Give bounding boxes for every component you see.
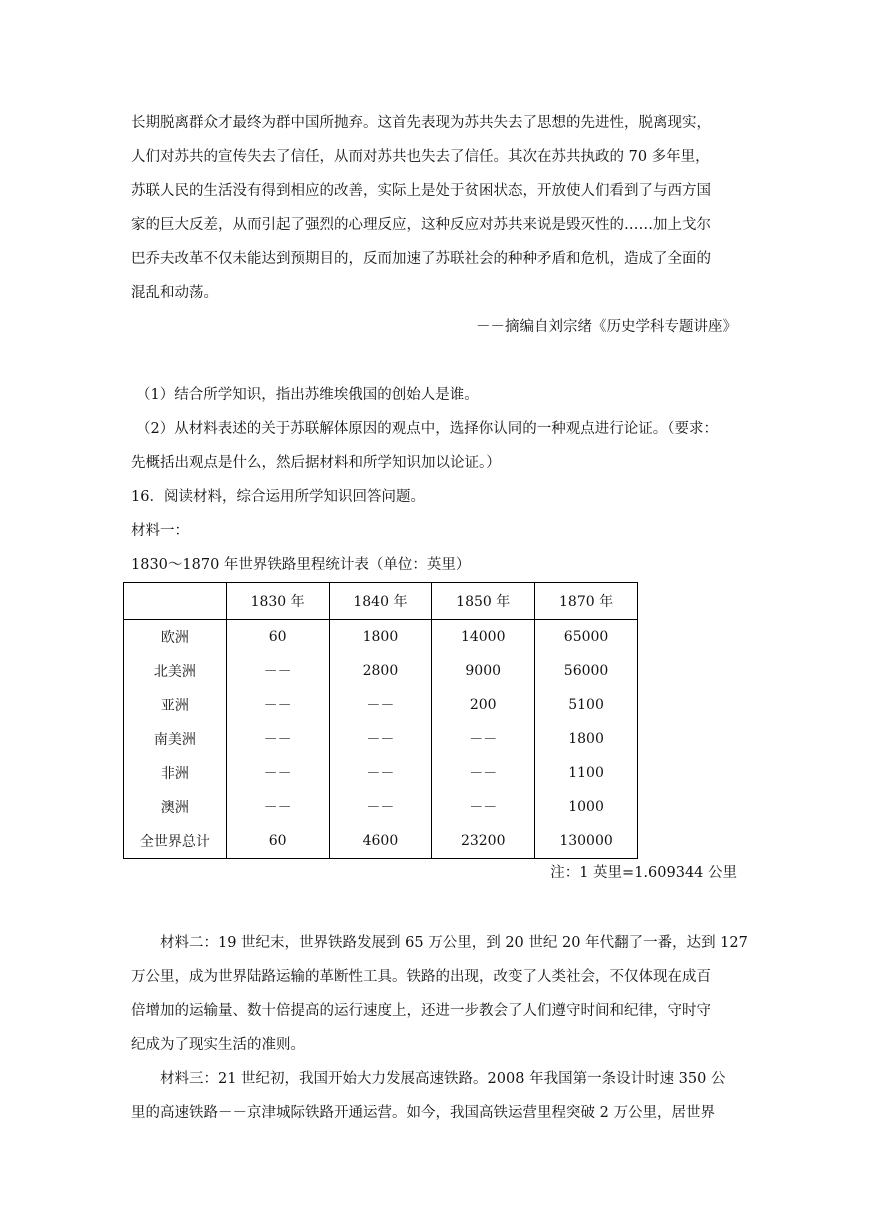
table-cell: 全世界总计 bbox=[124, 824, 227, 859]
table-cell: －－ bbox=[432, 790, 535, 824]
table-cell: －－ bbox=[432, 756, 535, 790]
table-cell: 9000 bbox=[432, 654, 535, 688]
table-cell: 1100 bbox=[535, 756, 638, 790]
paragraph-line: 巴乔夫改革不仅未能达到预期目的，反而加速了苏联社会的种种矛盾和危机，造成了全面的 bbox=[131, 251, 711, 267]
material-1-label: 材料一： bbox=[131, 523, 189, 539]
table-row bbox=[124, 654, 638, 688]
table-caption: 1830～1870 年世界铁路里程统计表（单位：英里） bbox=[131, 557, 471, 573]
table-cell: 非洲 bbox=[124, 756, 227, 790]
table-cell: 澳洲 bbox=[124, 790, 227, 824]
table-cell: 南美洲 bbox=[124, 722, 227, 756]
table-cell: －－ bbox=[329, 756, 432, 790]
table-cell: －－ bbox=[226, 790, 329, 824]
table-cell: 2800 bbox=[329, 654, 432, 688]
table-cell: 56000 bbox=[535, 654, 638, 688]
paragraph-line: 里的高速铁路－－京津城际铁路开通运营。如今，我国高铁运营里程突破 2 万公里，居世界 bbox=[131, 1105, 715, 1121]
table-cell: 23200 bbox=[432, 824, 535, 859]
paragraph-line: 材料二：19 世纪末，世界铁路发展到 65 万公里，到 20 世纪 20 年代翻了一番，达到 127 bbox=[160, 935, 748, 951]
table-cell: 60 bbox=[226, 824, 329, 859]
table-cell: 65000 bbox=[535, 620, 638, 655]
table-row bbox=[124, 722, 638, 756]
table-cell: 1800 bbox=[329, 620, 432, 655]
question-16-title: 16．阅读材料，综合运用所学知识回答问题。 bbox=[131, 489, 425, 505]
table-row bbox=[124, 790, 638, 824]
table-cell: －－ bbox=[329, 688, 432, 722]
table-cell: 欧洲 bbox=[124, 620, 227, 655]
table-cell: 130000 bbox=[535, 824, 638, 859]
table-cell: 60 bbox=[226, 620, 329, 655]
paragraph-line: 长期脱离群众才最终为群中国所抛弃。这首先表现为苏共失去了思想的先进性，脱离现实， bbox=[131, 115, 711, 131]
table-cell: －－ bbox=[226, 756, 329, 790]
table-cell: －－ bbox=[432, 722, 535, 756]
table-header-cell: 1870 年 bbox=[535, 583, 638, 620]
table-cell: －－ bbox=[226, 722, 329, 756]
table-header-cell: 1830 年 bbox=[226, 583, 329, 620]
table-note: 注：1 英里=1.609344 公里 bbox=[550, 865, 737, 881]
table-cell: 1800 bbox=[535, 722, 638, 756]
table-row bbox=[124, 756, 638, 790]
paragraph-line: 混乱和动荡。 bbox=[131, 285, 218, 301]
table-cell: －－ bbox=[226, 654, 329, 688]
table-cell: －－ bbox=[226, 688, 329, 722]
table-cell: 北美洲 bbox=[124, 654, 227, 688]
railway-mileage-table bbox=[123, 582, 638, 859]
question-2-line-1: （2）从材料表述的关于苏联解体原因的观点中，选择你认同的一种观点进行论证。（要求： bbox=[136, 421, 718, 437]
source-citation: －－摘编自刘宗绪《历史学科专题讲座》 bbox=[476, 319, 737, 335]
table-header-cell: 1840 年 bbox=[329, 583, 432, 620]
question-1: （1）结合所学知识，指出苏维埃俄国的创始人是谁。 bbox=[136, 387, 479, 403]
question-2-line-2: 先概括出观点是什么，然后据材料和所学知识加以论证。） bbox=[131, 455, 501, 471]
paragraph-line: 万公里，成为世界陆路运输的革断性工具。铁路的出现，改变了人类社会，不仅体现在成百 bbox=[131, 969, 711, 985]
table-row bbox=[124, 824, 638, 859]
paragraph-line: 苏联人民的生活没有得到相应的改善，实际上是处于贫困状态，开放使人们看到了与西方国 bbox=[131, 183, 711, 199]
table-cell: 4600 bbox=[329, 824, 432, 859]
paragraph-line: 倍增加的运输量、数十倍提高的运行速度上，还进一步教会了人们遵守时间和纪律，守时守 bbox=[131, 1003, 711, 1019]
table-header-cell: 1850 年 bbox=[432, 583, 535, 620]
table-cell: 200 bbox=[432, 688, 535, 722]
table-cell: －－ bbox=[329, 722, 432, 756]
table-header-row bbox=[124, 583, 638, 620]
table-cell: 5100 bbox=[535, 688, 638, 722]
table-cell: 1000 bbox=[535, 790, 638, 824]
table-cell: 14000 bbox=[432, 620, 535, 655]
table-row bbox=[124, 620, 638, 655]
table-cell: 亚洲 bbox=[124, 688, 227, 722]
paragraph-line: 材料三：21 世纪初，我国开始大力发展高速铁路。2008 年我国第一条设计时速 350 公 bbox=[160, 1071, 726, 1087]
table-cell: －－ bbox=[329, 790, 432, 824]
paragraph-line: 人们对苏共的宣传失去了信任，从而对苏共也失去了信任。其次在苏共执政的 70 多年里， bbox=[131, 149, 710, 165]
paragraph-line: 家的巨大反差，从而引起了强烈的心理反应，这种反应对苏共来说是毁灭性的……加上戈尔 bbox=[131, 217, 711, 233]
paragraph-line: 纪成为了现实生活的准则。 bbox=[131, 1037, 305, 1053]
table-row bbox=[124, 688, 638, 722]
table-header-cell bbox=[124, 583, 227, 620]
